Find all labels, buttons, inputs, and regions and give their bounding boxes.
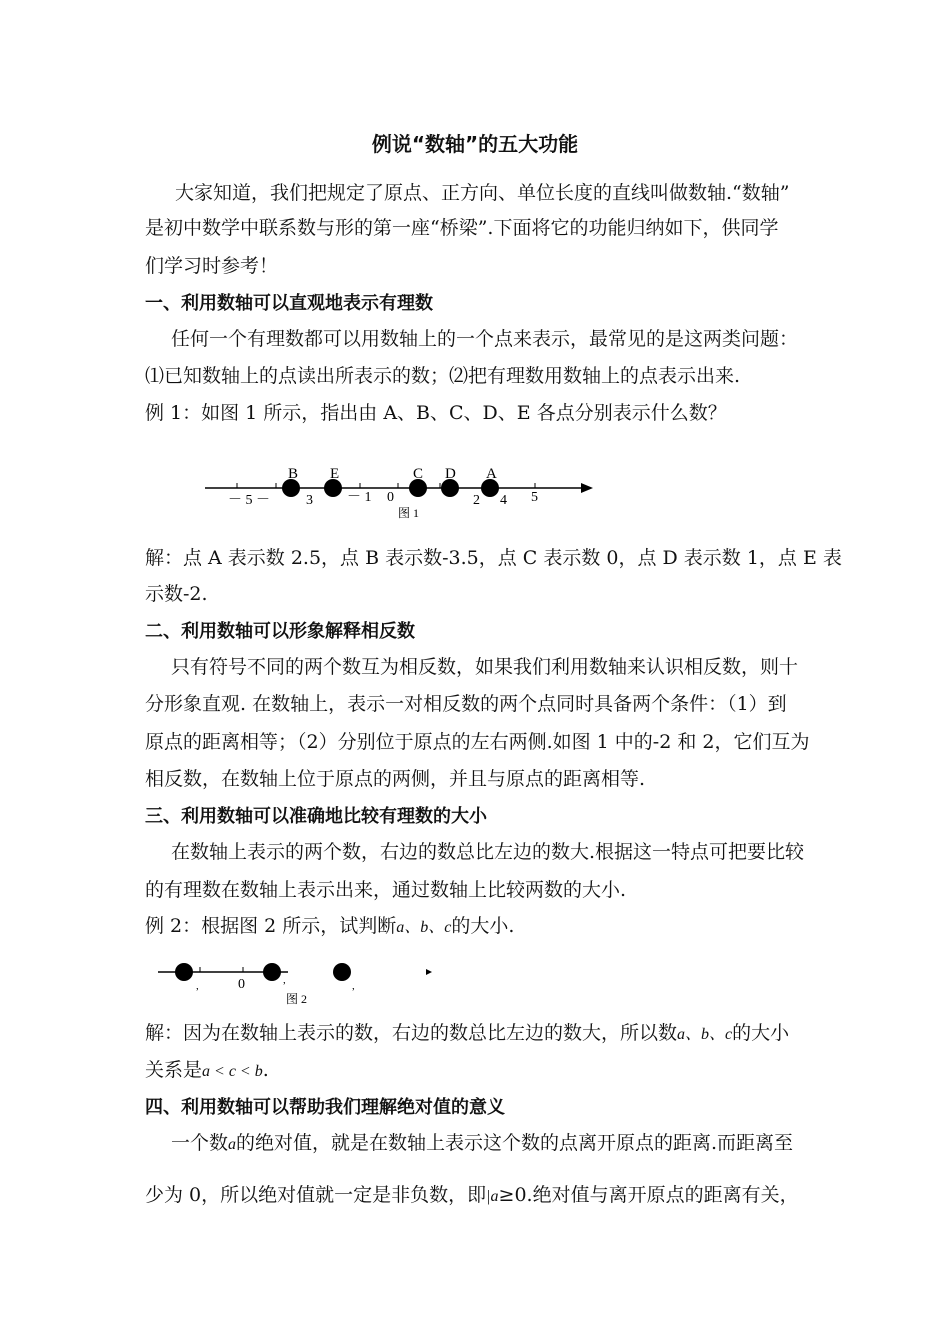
section-4-line-1-prefix: 一个数 bbox=[171, 1132, 229, 1154]
section-4-line-2-prefix: 少为 0，所以绝对值就一定是非负数，即 bbox=[145, 1184, 487, 1206]
answer-2-suffix: 的大小 bbox=[732, 1022, 790, 1044]
section-2-line-2: 分形象直观. 在数轴上，表示一对相反数的两个点同时具备两个条件：（1）到 bbox=[145, 693, 787, 715]
fig1-label-D: D bbox=[445, 466, 456, 482]
answer-1-line-2: 示数-2. bbox=[145, 583, 208, 605]
fig1-tick-label: 3 bbox=[306, 493, 313, 508]
fig1-tick-label: 0 bbox=[387, 490, 394, 505]
fig2-caption: 图 2 bbox=[286, 992, 308, 1006]
fig1-caption: 图 1 bbox=[398, 506, 420, 520]
section-3-line-1: 在数轴上表示的两个数，右边的数总比左边的数大.根据这一特点可把要比较 bbox=[171, 841, 805, 863]
fig1-tick-label: － 5 － bbox=[228, 493, 270, 508]
fig1-tick-label: － 1 bbox=[347, 490, 372, 505]
fig1-tick-label: 5 bbox=[531, 490, 538, 505]
fig2-mark: , bbox=[283, 974, 286, 986]
fig1-tick-label: 4 bbox=[500, 493, 507, 508]
fig1-label-B: B bbox=[288, 466, 299, 482]
section-4-line-2 bbox=[145, 1183, 799, 1209]
section-1-paragraph-2: ⑴已知数轴上的点读出所表示的数；⑵把有理数用数轴上的点表示出来. bbox=[145, 365, 741, 387]
intro-line-3: 们学习时参考！ bbox=[145, 255, 279, 277]
fig2-axis-arrow bbox=[426, 969, 432, 975]
fig1-label-A: A bbox=[486, 466, 497, 482]
fig1-tick-label: 2 bbox=[473, 493, 480, 508]
example-2-prefix: 例 2：根据图 2 所示，试判断 bbox=[145, 915, 397, 937]
fig2-point-a bbox=[175, 963, 193, 981]
answer-1-line-1: 解：点 A 表示数 2.5，点 B 表示数-3.5，点 C 表示数 0，点 D 表示数 1，点 E 表 bbox=[145, 547, 842, 569]
answer-2-line-2 bbox=[145, 1058, 269, 1084]
section-1-paragraph-1: 任何一个有理数都可以用数轴上的一个点来表示，最常见的是这两类问题： bbox=[171, 328, 799, 350]
intro-line-1: 大家知道，我们把规定了原点、正方向、单位长度的直线叫做数轴.“数轴” bbox=[175, 182, 790, 204]
fig1-label-C: C bbox=[413, 466, 424, 482]
example-1: 例 1：如图 1 所示，指出由 A、B、C、D、E 各点分别表示什么数？ bbox=[145, 402, 727, 424]
section-4-line-2-suffix: ≥0.绝对值与离开原点的距离有关， bbox=[498, 1184, 799, 1206]
section-4-variable: a bbox=[228, 1136, 237, 1153]
answer-2-line-1 bbox=[145, 1021, 789, 1047]
section-4-heading: 四、利用数轴可以帮助我们理解绝对值的意义 bbox=[145, 1097, 505, 1118]
fig2-point-c bbox=[263, 963, 281, 981]
section-4-line-1-suffix: 的绝对值，就是在数轴上表示这个数的点离开原点的距离.而距离至 bbox=[236, 1132, 794, 1154]
answer-2-variables: a、b、c bbox=[677, 1026, 733, 1043]
fig2-point-b bbox=[333, 963, 351, 981]
section-1-heading: 一、利用数轴可以直观地表示有理数 bbox=[145, 293, 433, 314]
section-3-heading: 三、利用数轴可以准确地比较有理数的大小 bbox=[145, 806, 487, 827]
section-2-line-3: 原点的距离相等；（2）分别位于原点的左右两侧.如图 1 中的-2 和 2，它们互为 bbox=[145, 731, 810, 753]
section-4-abs-expression: |a bbox=[486, 1188, 499, 1205]
section-2-heading: 二、利用数轴可以形象解释相反数 bbox=[145, 621, 415, 642]
section-4-line-1 bbox=[171, 1131, 793, 1157]
example-2-variables: a、b、c bbox=[396, 919, 452, 936]
example-2-suffix: 的大小. bbox=[451, 915, 515, 937]
section-2-line-4: 相反数，在数轴上位于原点的两侧，并且与原点的距离相等. bbox=[145, 768, 646, 790]
fig2-zero-label: 0 bbox=[238, 977, 245, 992]
fig2-mark: , bbox=[196, 980, 199, 992]
section-3-line-2: 的有理数在数轴上表示出来，通过数轴上比较两数的大小. bbox=[145, 879, 627, 901]
section-2-line-1: 只有符号不同的两个数互为相反数，如果我们利用数轴来认识相反数，则十 bbox=[171, 656, 799, 678]
answer-2-relation: a < c < b bbox=[202, 1063, 263, 1080]
answer-2-prefix: 解：因为在数轴上表示的数，右边的数总比左边的数大，所以数 bbox=[145, 1022, 678, 1044]
fig1-label-E: E bbox=[330, 466, 340, 482]
page-title: 例说“数轴”的五大功能 bbox=[371, 132, 579, 156]
intro-line-2: 是初中数学中联系数与形的第一座“桥梁”.下面将它的功能归纳如下，供同学 bbox=[145, 217, 779, 239]
answer-2-relation-suffix: . bbox=[262, 1059, 269, 1081]
fig2-mark: , bbox=[352, 980, 355, 992]
answer-2-relation-prefix: 关系是 bbox=[145, 1059, 203, 1081]
